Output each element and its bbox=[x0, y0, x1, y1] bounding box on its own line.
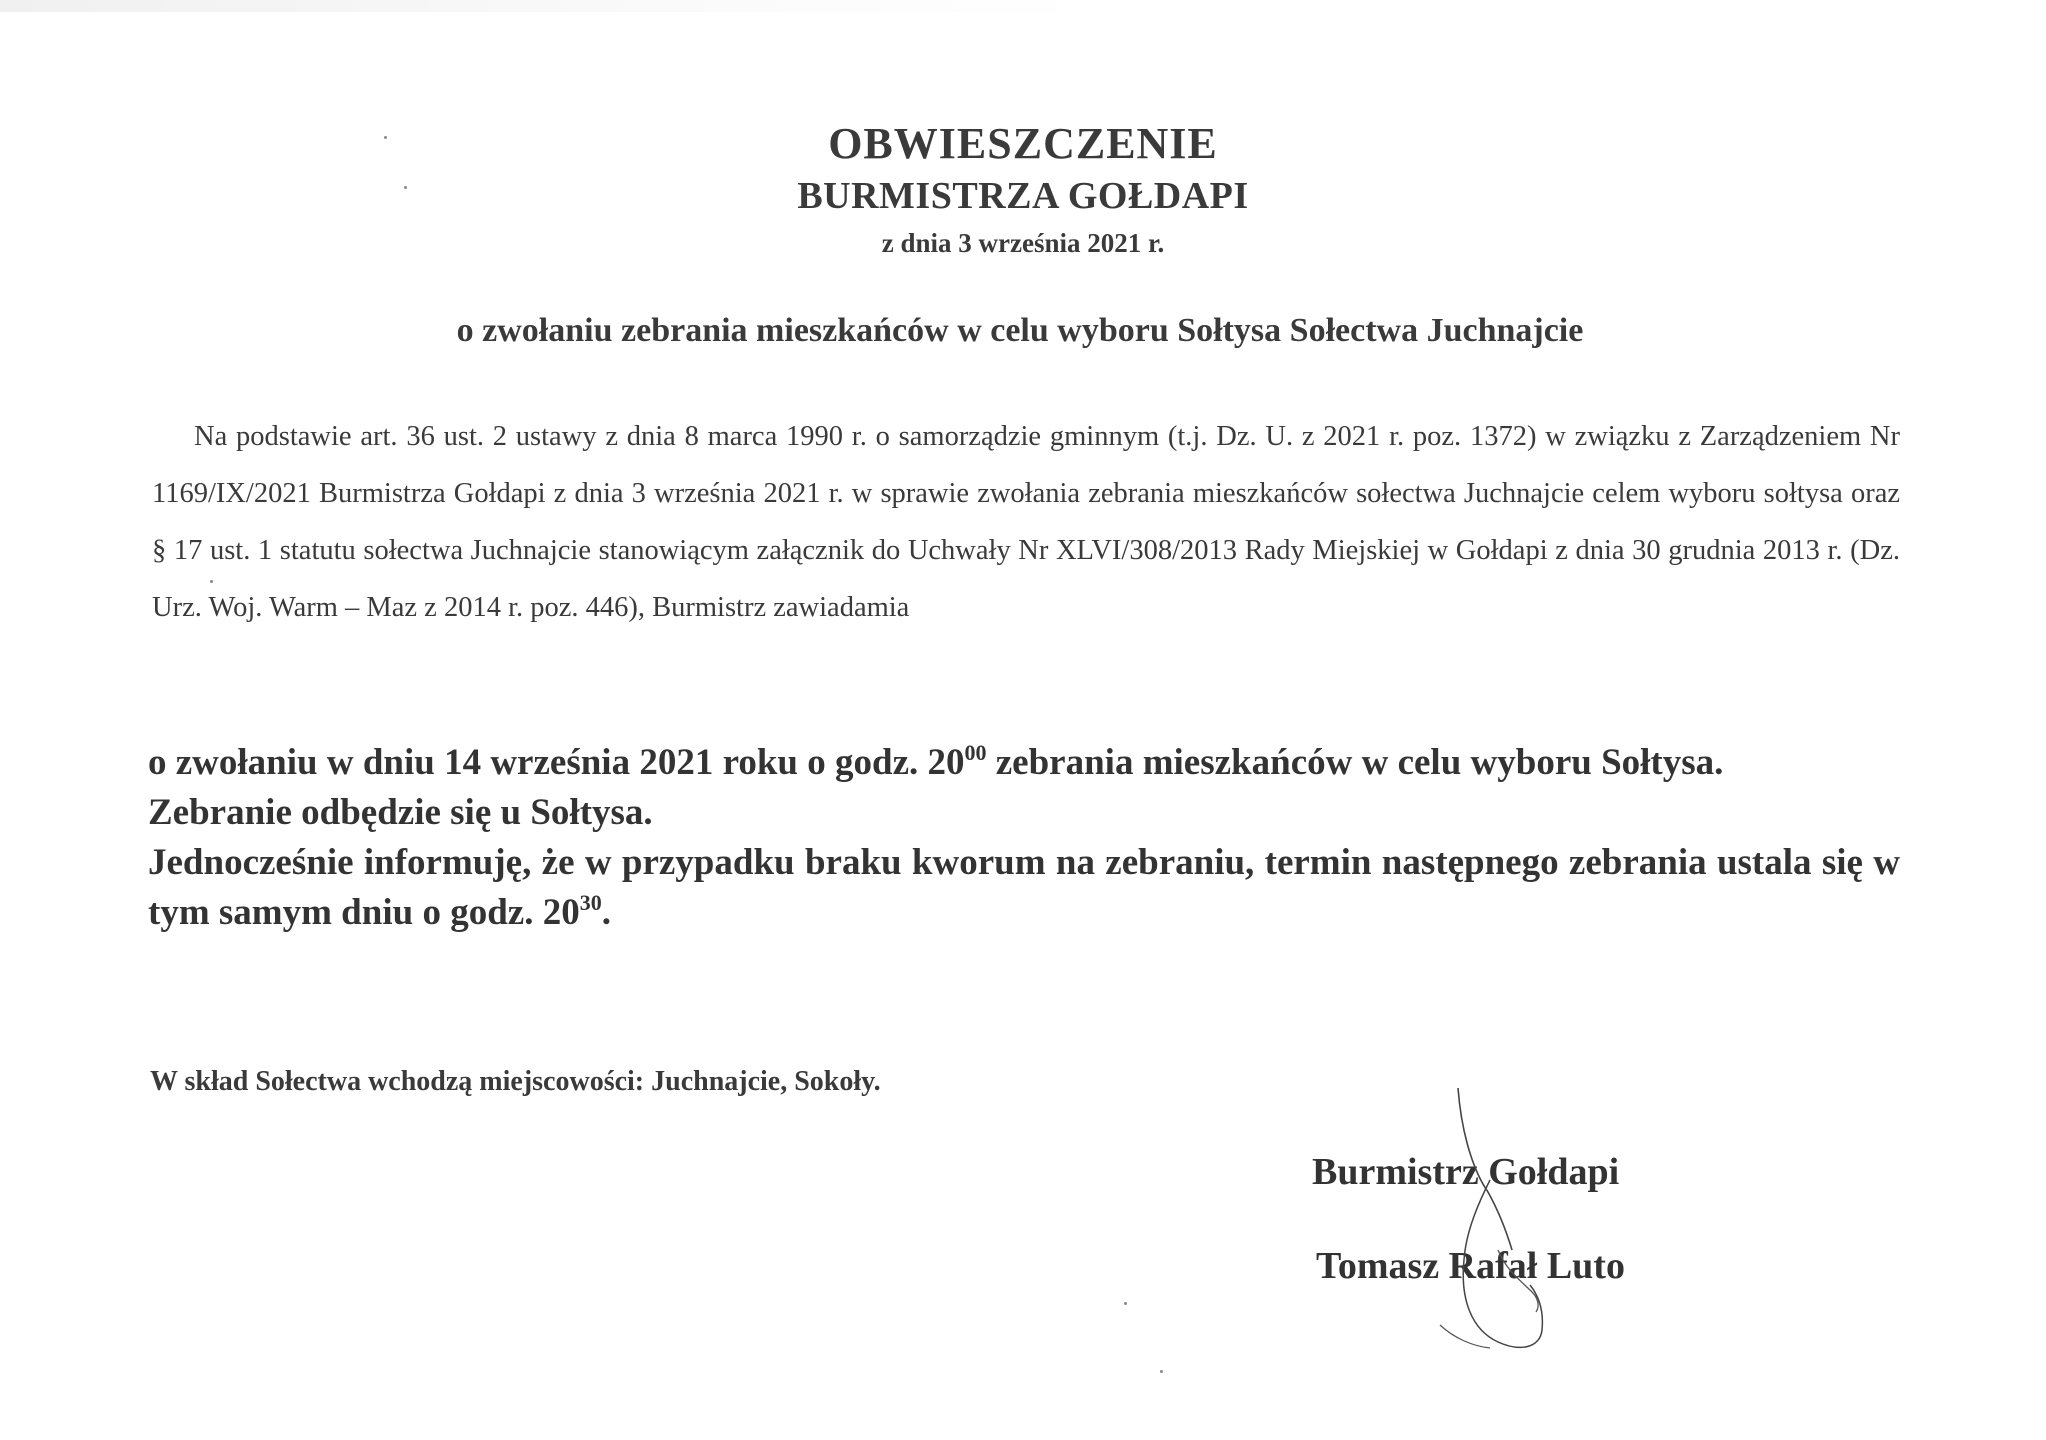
announcement-text: zebrania mieszkańców w celu wyboru Sołtysa. bbox=[986, 742, 1724, 783]
announcement-quorum bbox=[148, 838, 1900, 938]
announcement-location: Zebranie odbędzie się u Sołtysa. bbox=[148, 792, 653, 833]
document-title: OBWIESZCZENIE bbox=[828, 119, 1218, 168]
announcement-text: Jednocześnie informuję, że w przypadku braku kworum na zebraniu, termin następnego zebrania ustala się w tym samym dniu o godz. 20 bbox=[148, 842, 1900, 933]
issuing-authority: BURMISTRZA GOŁDAPI bbox=[797, 175, 1249, 217]
legal-basis-paragraph: Na podstawie art. 36 ust. 2 ustawy z dnia 8 marca 1990 r. o samorządzie gminnym (t.j. Dz. U. z 2021 r. poz. 1372) w związku z Zarządzeniem Nr 1169/IX/2021 Burmistrza Gołdapi z dnia 3 września 2021 r. w sprawie zwołania zebrania mieszkańców sołectwa Juchnajcie celem wyboru sołtysa oraz § 17 ust. 1 statutu sołectwa Juchnajcie stanowiącym załącznik do Uchwały Nr XLVI/308/2013 Rady Miejskiej w Gołdapi z dnia 30 grudnia 2013 r. (Dz. Urz. Woj. Warm – Maz z 2014 r. poz. 446), Burmistrz zawiadamia bbox=[152, 421, 1900, 623]
scan-edge-artifact bbox=[0, 0, 1100, 12]
document-date: z dnia 3 września 2021 r. bbox=[881, 228, 1165, 258]
scan-speck bbox=[404, 186, 407, 189]
handwritten-signature bbox=[1380, 1080, 1600, 1380]
scan-speck bbox=[1124, 1302, 1127, 1305]
villages-list: W skład Sołectwa wchodzą miejscowości: Juchnajcie, Sokoły. bbox=[150, 1066, 881, 1097]
scan-speck bbox=[1160, 1370, 1163, 1373]
scan-speck bbox=[210, 580, 213, 583]
time-minutes: 00 bbox=[964, 740, 987, 765]
announcement-text: . bbox=[601, 892, 611, 933]
signer-name: Tomasz Rafał Luto bbox=[1316, 1245, 1625, 1287]
announcement-text: o zwołaniu w dniu 14 września 2021 roku o godz. 20 bbox=[148, 742, 965, 783]
announcement-block bbox=[148, 738, 1900, 938]
document-subject: o zwołaniu zebrania mieszkańców w celu wyboru Sołtysa Sołectwa Juchnajcie bbox=[456, 312, 1584, 349]
announcement-meeting-time bbox=[148, 738, 1900, 788]
scan-speck bbox=[384, 136, 387, 139]
time-minutes: 30 bbox=[579, 890, 602, 915]
signer-title: Burmistrz Gołdapi bbox=[1312, 1151, 1620, 1193]
